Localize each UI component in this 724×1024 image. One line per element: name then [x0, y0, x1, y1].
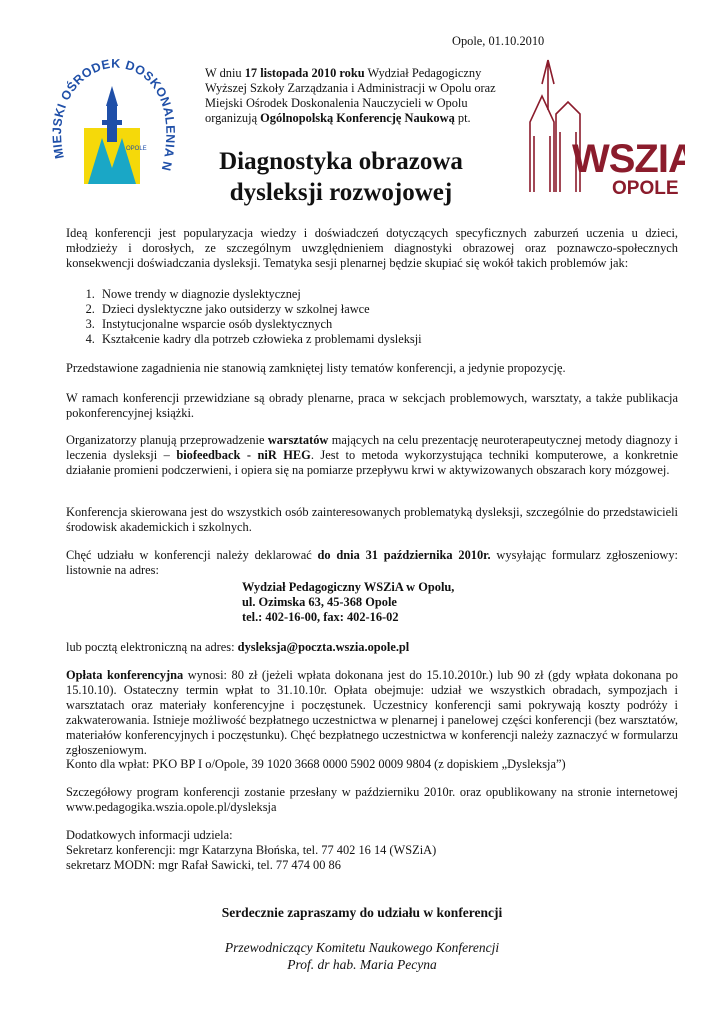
workshops-bold: warsztatów: [267, 433, 329, 447]
intro-date: 17 listopada 2010 roku: [244, 66, 365, 80]
intro-pre: W dniu: [205, 66, 245, 80]
document-date: Opole, 01.10.2010: [452, 34, 545, 48]
intro-mid: Wydział Pedagogiczny Wyższej Szkoły Zarządzania i Administracji w Opolu oraz Miejski Ośrodek Doskonalenia Nauczycieli w Opolu organizują: [205, 66, 496, 125]
registration-pre: Chęć udziału w konferencji należy deklarować: [66, 548, 318, 562]
wszia-logo-text: WSZIA: [572, 137, 685, 181]
paragraph-workshops: [66, 433, 678, 478]
workshops-mid: mających na celu prezentację neuroterapeutycznej metody diagnozy i leczenia dysleksji –: [66, 433, 678, 462]
email-address[interactable]: dysleksja@poczta.wszia.opole.pl: [237, 640, 410, 654]
registration-post: wysyłając formularz zgłoszeniowy: listownie na adres:: [66, 548, 678, 577]
fee-bold: Opłata konferencyjna: [66, 668, 184, 682]
contact-heading: Dodatkowych informacji udziela:: [66, 828, 233, 842]
paragraph-email: [66, 640, 678, 655]
wszia-logo: [520, 52, 685, 202]
workshops-pre: Organizatorzy planują przeprowadzenie: [66, 433, 268, 447]
paragraph-program: Szczegółowy program konferencji zostanie przesłany w październiku 2010r. oraz opublikowany na stronie internetowej www.pedagogika.wszia.opole.pl/dysleksja: [66, 785, 678, 814]
contact-block: [66, 828, 678, 873]
modn-logo: [50, 58, 176, 204]
registration-deadline: do dnia 31 października 2010r.: [317, 548, 491, 562]
signature-title: Przewodniczący Komitetu Naukowego Konferencji: [224, 940, 500, 955]
workshops-post: . Jest to metoda wykorzystująca techniki komputerowe, a konkretnie działanie promieni podczerwieni, i opiera się na pomiarze przepływu krwi w aktywizowanych obszarach kory mózgowej.: [66, 448, 679, 477]
paragraph-topics-note: Przedstawione zagadnienia nie stanowią zamkniętej listy tematów konferencji, a jedynie propozycję.: [66, 361, 566, 375]
postal-address: [242, 580, 454, 625]
address-line-1: Wydział Pedagogiczny WSZiA w Opolu,: [242, 580, 455, 594]
paragraph-registration: [66, 548, 678, 578]
modn-logo-arc-text: MIEJSKI OŚRODEK DOSKONALENIA N: [50, 58, 176, 173]
address-line-2: ul. Ozimska 63, 45-368 Opole: [242, 595, 397, 609]
contact-line-1: Sekretarz konferencji: mgr Katarzyna Błońska, tel. 77 402 16 14 (WSZiA): [66, 843, 437, 857]
intro-post: pt.: [454, 111, 471, 125]
document-title: [196, 146, 486, 208]
paragraph-audience: Konferencja skierowana jest do wszystkich osób zainteresowanych problematyką dysleksji, szczególnie do przedstawicieli środowisk akademickich i szkolnych.: [66, 505, 678, 534]
paragraph-program-format: W ramach konferencji przewidziane są obrady plenarne, praca w sekcjach problemowych, warsztaty, a także publikacja pokonferencyjnej książki.: [66, 391, 678, 420]
address-line-3: tel.: 402-16-00, fax: 402-16-02: [242, 610, 399, 624]
topic-list: [66, 287, 710, 347]
invitation-closing: Serdecznie zapraszamy do udziału w konferencji: [221, 905, 503, 920]
email-pre: lub pocztą elektroniczną na adres:: [66, 640, 238, 654]
signature-name: Prof. dr hab. Maria Pecyna: [287, 957, 437, 972]
list-item: 4. Kształcenie kadry dla potrzeb człowieka z problemami dysleksji: [98, 332, 710, 347]
modn-logo-inner: OPOLE: [126, 146, 147, 152]
wszia-logo-sub: OPOLE: [612, 178, 679, 199]
paragraph-fee: [66, 668, 678, 758]
bank-account: Konto dla wpłat: PKO BP I o/Opole, 39 1020 3668 0000 5902 0009 9804 (z dopiskiem „Dysleksja”): [66, 757, 566, 771]
list-item: 1. Nowe trendy w diagnozie dyslektycznej: [98, 287, 710, 302]
title-line-1: Diagnostyka obrazowa: [219, 148, 463, 175]
title-line-2: dysleksji rozwojowej: [229, 179, 453, 206]
intro-paragraph: [205, 66, 505, 126]
intro-conference: Ogólnopolską Konferencję Naukową: [260, 111, 455, 125]
paragraph-intro-topic: Ideą konferencji jest popularyzacja wiedzy i doświadczeń dotyczących specyficznych zaburzeń uczenia u dzieci, młodzieży i dorosłych, ze szczególnym uwzględnieniem diagnostyki obrazowej oraz poznawczo-społecznych konsekwencji doświadczania dysleksji. Tematyka sesji plenarnej będzie skupiać się wokół takich problemów jak:: [66, 226, 678, 270]
list-item: 3. Instytucjonalne wsparcie osób dyslektycznych: [98, 317, 710, 332]
biofeedback-bold: biofeedback - niR HEG: [176, 448, 311, 462]
fee-text: wynosi: 80 zł (jeżeli wpłata dokonana jest do 15.10.2010r.) lub 90 zł (gdy wpłata dokonana po 15.10.10). Ostateczny termin wpłat to 31.10.10r. Opłata obejmuje: udział we wszystkich obradach, sympozjach i warsztatach oraz materiały konferencyjne i poczęstunek. Uczestnicy konferencji sami pokrywają koszty podróży i zakwaterowania. Istnieje możliwość bezpłatnego uczestnictwa w plenarnej i panelowej części konferencji (bez warsztatów, materiałów konferencyjnych i poczęstunku). Chęć bezpłatnego uczestnictwa w konferencji należy zaznaczyć w formularzu zgłoszeniowym.: [66, 668, 678, 757]
signature-block: [0, 939, 724, 973]
contact-line-2: sekretarz MODN: mgr Rafał Sawicki, tel. 77 474 00 86: [66, 858, 341, 872]
list-item: 2. Dzieci dyslektyczne jako outsiderzy w szkolnej ławce: [98, 302, 710, 317]
